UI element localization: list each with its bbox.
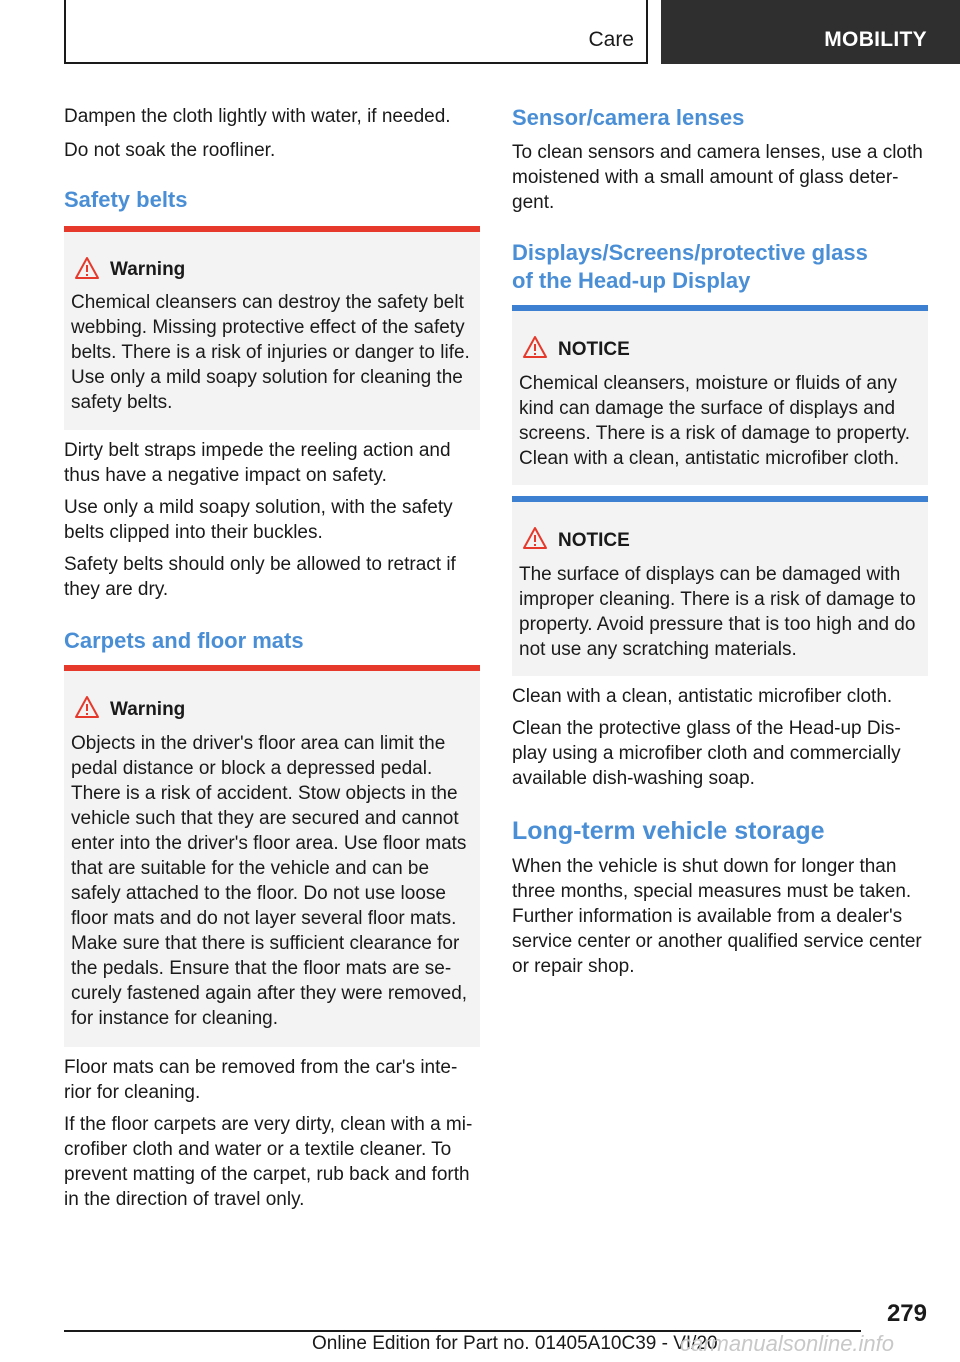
- warning-text-line: floor mats and do not layer several floor mats.: [71, 908, 457, 929]
- body-text-line: thus have a negative impact on safety.: [64, 465, 387, 486]
- notice-title: NOTICE: [558, 339, 630, 360]
- body-text-line: belts clipped into their buckles.: [64, 522, 323, 543]
- section-heading-carpets: Carpets and floor mats: [64, 628, 304, 653]
- warning-box-safety-belts: [64, 226, 480, 430]
- body-text-line: If the floor carpets are very dirty, clean with a mi‐: [64, 1114, 473, 1135]
- warning-text-line: belts. There is a risk of injuries or danger to life.: [71, 342, 470, 363]
- body-text-line: prevent matting of the carpet, rub back and forth: [64, 1164, 470, 1185]
- notice-text-line: not use any scratching materials.: [519, 639, 797, 660]
- section-heading-safety-belts: Safety belts: [64, 187, 188, 212]
- notice-triangle-icon: [522, 335, 548, 359]
- notice-text-line: property. Avoid pressure that is too high and do: [519, 614, 916, 635]
- section-heading-displays-line2: of the Head-up Display: [512, 268, 751, 293]
- warning-text-line: safely attached to the floor. Do not use loose: [71, 883, 446, 904]
- warning-title: Warning: [110, 699, 186, 720]
- section-heading-displays: Displays/Screens/protective glass: [512, 240, 868, 265]
- body-text-line: To clean sensors and camera lenses, use a cloth: [512, 142, 923, 163]
- warning-triangle-icon: [74, 256, 100, 280]
- footer-edition: Online Edition for Part no. 01405A10C39 - VI/20: [312, 1333, 718, 1354]
- warning-text-line: Objects in the driver's floor area can limit the: [71, 733, 446, 754]
- section-heading-sensor-lenses: Sensor/camera lenses: [512, 105, 745, 130]
- body-text-line: gent.: [512, 192, 555, 213]
- body-text-line: service center or another qualified service center: [512, 931, 922, 952]
- warning-text-line: that are suitable for the vehicle and can be: [71, 858, 430, 879]
- notice-triangle-icon: [522, 526, 548, 550]
- header-chapter-label: MOBILITY: [824, 28, 927, 51]
- warning-text-line: enter into the driver's floor area. Use floor mats: [71, 833, 467, 854]
- warning-text-line: Chemical cleansers can destroy the safety belt: [71, 292, 464, 313]
- notice-text-line: The surface of displays can be damaged with: [519, 564, 901, 585]
- warning-text-line: for instance for cleaning.: [71, 1008, 279, 1029]
- warning-text-line: vehicle such that they are secured and cannot: [71, 808, 459, 829]
- notice-text-line: Clean with a clean, antistatic microfiber cloth.: [519, 448, 900, 469]
- body-text-line: crofiber cloth and water or a textile cleaner. To: [64, 1139, 452, 1160]
- notice-title: NOTICE: [558, 530, 630, 551]
- body-text-line: play using a microfiber cloth and commercially: [512, 743, 901, 764]
- body-text-line: Use only a mild soapy solution, with the safety: [64, 497, 453, 518]
- warning-text-line: Use only a mild soapy solution for cleaning the: [71, 367, 463, 388]
- warning-text-line: Make sure that there is sufficient clearance for: [71, 933, 460, 954]
- notice-box-displays-cleansers: [512, 305, 928, 485]
- header-section-label: Care: [588, 28, 634, 51]
- watermark: carmanualsonline.info: [680, 1331, 895, 1356]
- header-chapter-tab: [661, 0, 960, 64]
- warning-text-line: curely fastened again after they were removed,: [71, 983, 468, 1004]
- warning-text-line: pedal distance or block a depressed pedal.: [71, 758, 433, 779]
- body-text-line: Safety belts should only be allowed to retract if: [64, 554, 456, 575]
- body-text-line: available dish-washing soap.: [512, 768, 755, 789]
- warning-text-line: webbing. Missing protective effect of the safety: [71, 317, 465, 338]
- body-text-line: When the vehicle is shut down for longer than: [512, 856, 897, 877]
- body-text-line: Floor mats can be removed from the car's inte‐: [64, 1057, 458, 1078]
- notice-box-displays-cleaning: [512, 496, 928, 676]
- intro-paragraph-1: Dampen the cloth lightly with water, if needed.: [64, 106, 451, 127]
- warning-title: Warning: [110, 259, 186, 280]
- header-section-tab: [64, 0, 648, 64]
- warning-text-line: There is a risk of accident. Stow objects in the: [71, 783, 458, 804]
- notice-text-line: screens. There is a risk of damage to property.: [519, 423, 911, 444]
- body-text-line: moistened with a small amount of glass deter‐: [512, 167, 899, 188]
- warning-text-line: safety belts.: [71, 392, 173, 413]
- intro-paragraph-2: Do not soak the roofliner.: [64, 140, 276, 161]
- warning-text-line: the pedals. Ensure that the floor mats are se‐: [71, 958, 452, 979]
- body-text-line: Clean with a clean, antistatic microfiber cloth.: [512, 686, 893, 707]
- body-text-line: in the direction of travel only.: [64, 1189, 305, 1210]
- notice-text-line: kind can damage the surface of displays and: [519, 398, 896, 419]
- warning-box-carpets: [64, 665, 480, 1047]
- body-text-line: rior for cleaning.: [64, 1082, 201, 1103]
- body-text-line: Further information is available from a dealer's: [512, 906, 903, 927]
- body-text-line: Clean the protective glass of the Head-up Dis‐: [512, 718, 901, 739]
- notice-text-line: improper cleaning. There is a risk of damage to: [519, 589, 916, 610]
- body-text-line: or repair shop.: [512, 956, 635, 977]
- page-number: 279: [886, 1300, 927, 1327]
- body-text-line: Dirty belt straps impede the reeling action and: [64, 440, 451, 461]
- section-heading-long-term-storage: Long-term vehicle storage: [512, 817, 825, 845]
- warning-triangle-icon: [74, 695, 100, 719]
- body-text-line: three months, special measures must be taken.: [512, 881, 912, 902]
- body-text-line: they are dry.: [64, 579, 169, 600]
- notice-text-line: Chemical cleansers, moisture or fluids of any: [519, 373, 898, 394]
